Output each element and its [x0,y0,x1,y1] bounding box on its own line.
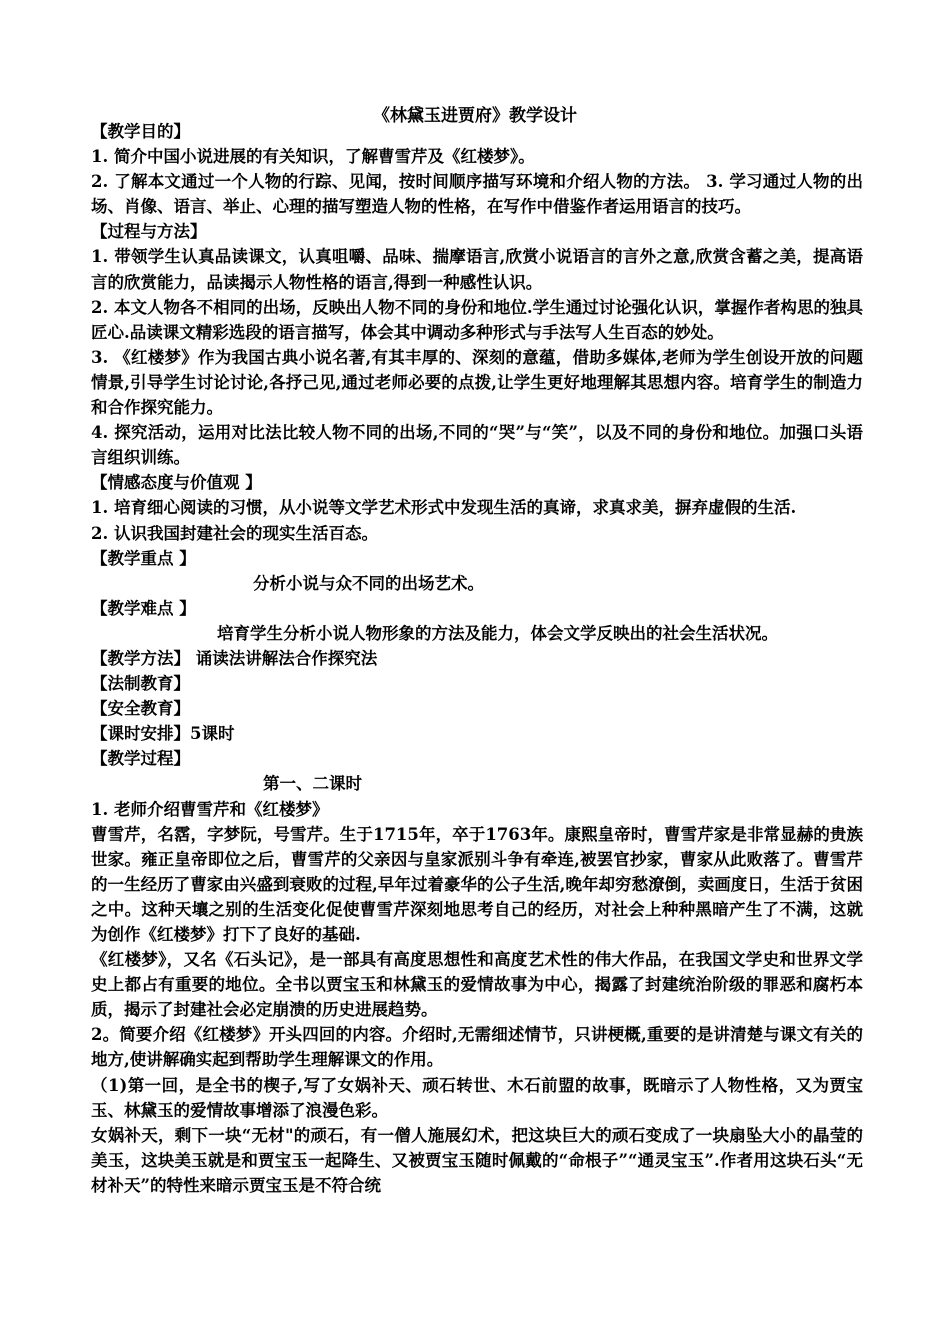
body-paragraph: （1)第一回，是全书的楔子,写了女娲补天、顽石转世、木石前盟的故事，既暗示了人物性格，又为贾宝玉、林黛玉的爱情故事增添了浪漫色彩。 [91,1075,863,1120]
document-body [91,119,863,1198]
section-heading-teaching-process: 【教学过程】 [91,749,190,769]
body-paragraph: 2。简要介绍《红楼梦》开头四回的内容。介绍时,无需细述情节，只讲梗概,重要的是讲清楚与课文有关的地方,使讲解确实起到帮助学生理解课文的作用。 [91,1025,863,1070]
process-item: 1. 带领学生认真品读课文，认真咀嚼、品味、揣摩语言,欣赏小说语言的言外之意,欣赏含蓄之美，提高语言的欣赏能力，品读揭示人物性格的语言,得到一种感性认识。 [91,247,863,292]
section-heading-legal-education: 【法制教育】 [91,674,190,694]
emotion-item: 1. 培育细心阅读的习惯，从小说等文学艺术形式中发现生活的真谛，求真求美，摒弃虚假的生活. [91,498,797,518]
class-hours-line: 【课时安排】5课时 [91,724,235,744]
body-paragraph: 《红楼梦》，又名《石头记》，是一部具有高度思想性和高度艺术性的伟大作品，在我国文学史和世界文学史上都占有重要的地位。全书以贾宝玉和林黛玉的爱情故事为中心，揭露了封建统治阶级的罪恶和腐朽本质，揭示了封建社会必定崩溃的历史进展趋势。 [91,950,863,1020]
key-points-text: 分析小说与众不同的出场艺术。 [253,573,484,593]
emotion-item: 2. 认识我国封建社会的现实生活百态。 [91,523,378,543]
section-heading-emotion-values: 【情感态度与价值观 】 [91,473,262,493]
section-heading-safety-education: 【安全教育】 [91,699,190,719]
section-heading-key-points: 【教学重点 】 [91,548,196,568]
process-item: 3. 《红楼梦》作为我国古典小说名著,有其丰厚的、深刻的意蕴，借助多媒体,老师为学生创设开放的问题情景,引导学生讨论讨论,各抒己见,通过老师必要的点拨,让学生更好地理解其思想内容。培育学生的制造力和合作探究能力。 [91,347,863,418]
process-item: 4. 探究活动，运用对比法比较人物不同的出场,不同的“哭”与“笑”，以及不同的身份和地位。加强口头语言组织训练。 [91,423,863,468]
section-heading-difficulties: 【教学难点 】 [91,598,196,618]
difficulties-text: 培育学生分析小说人物形象的方法及能力，体会文学反映出的社会生活状况。 [217,623,778,643]
objective-item: 2. 了解本文通过一个人物的行踪、见闻，按时间顺序描写环境和介绍人物的方法。 3. 学习通过人物的出场、肖像、语言、举止、心理的描写塑造人物的性格，在写作中借鉴作者运用语言的技巧。 [91,172,863,217]
teaching-methods-line: 【教学方法】 诵读法讲解法合作探究法 [91,648,378,668]
objective-item: 1. 简介中国小说进展的有关知识，了解曹雪芹及《红楼梦》。 [91,147,535,167]
body-paragraph: 女娲补天，剩下一块“无材"的顽石，有一僧人施展幻术，把这块巨大的顽石变成了一块扇坠大小的晶莹的美玉，这块美玉就是和贾宝玉一起降生、又被贾宝玉随时佩戴的“命根子”“通灵宝玉”.作者用这块石头“无材补天”的特性来暗示贾宝玉是不符合统 [91,1125,863,1195]
step-heading: 1. 老师介绍曹雪芹和《红楼梦》 [91,799,329,819]
lesson-subheading: 第一、二课时 [263,774,362,794]
section-heading-process-method: 【过程与方法】 [91,222,207,242]
section-heading-objectives: 【教学目的】 [91,122,190,141]
body-paragraph: 曹雪芹，名霑，字梦阮，号雪芹。生于1715年，卒于1763年。康熙皇帝时，曹雪芹家是非常显赫的贵族世家。雍正皇帝即位之后，曹雪芹的父亲因与皇家派别斗争有牵连,被罢官抄家，曹家从此败落了。曹雪芹的一生经历了曹家由兴盛到衰败的过程,早年过着豪华的公子生活,晚年却穷愁潦倒，卖画度日，生活于贫困之中。这种天壤之别的生活变化促使曹雪芹深刻地思考自己的经历，对社会上种种黑暗产生了不满，这就为创作《红楼梦》打下了良好的基础. [91,824,863,944]
process-item: 2. 本文人物各不相同的出场，反映出人物不同的身份和地位.学生通过讨论强化认识，掌握作者构思的独具匠心.品读课文精彩选段的语言描写，体会其中调动多种形式与手法写人生百态的妙处。 [91,297,863,342]
document-title: 《林黛玉进贾府》教学设计 [373,106,577,126]
